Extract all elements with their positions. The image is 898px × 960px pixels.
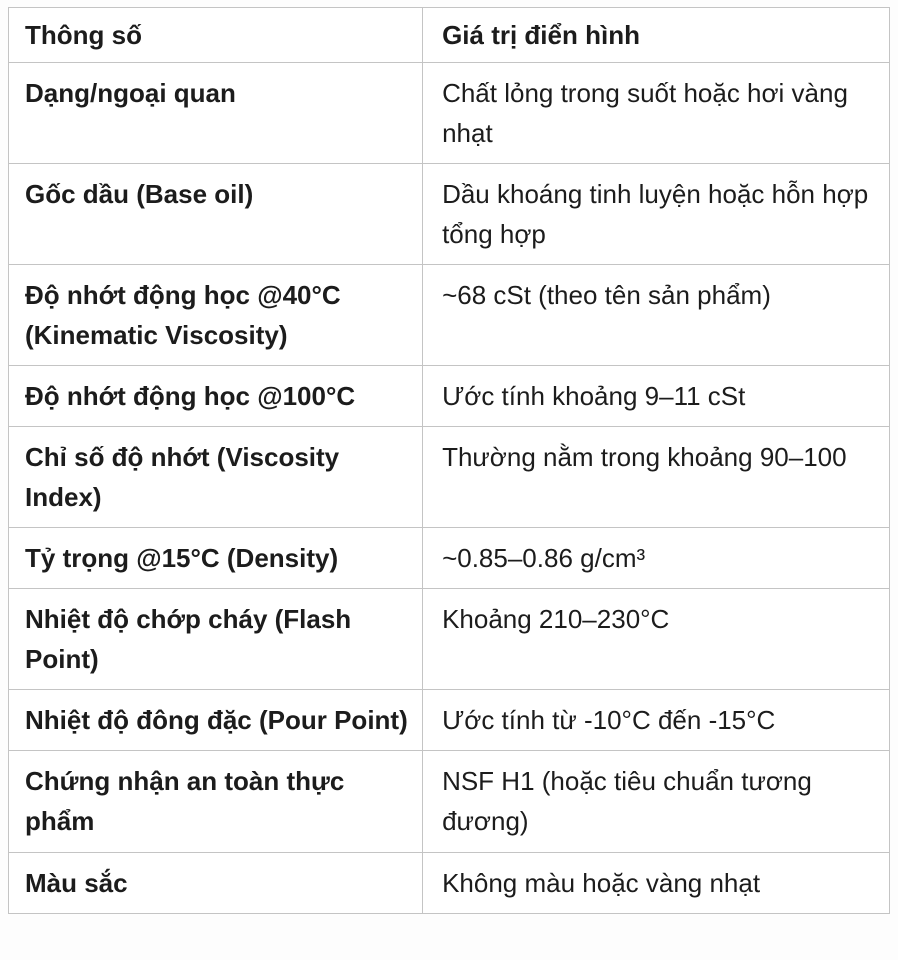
table-row (9, 852, 890, 913)
value-cell: NSF H1 (hoặc tiêu chuẩn tương đương) (423, 751, 890, 852)
header-row (9, 8, 890, 63)
value-cell: Chất lỏng trong suốt hoặc hơi vàng nhạt (423, 63, 890, 164)
table-row (9, 690, 890, 751)
param-cell: Màu sắc (9, 852, 423, 913)
table-row (9, 751, 890, 852)
param-cell: Chứng nhận an toàn thực phẩm (9, 751, 423, 852)
value-cell: Ước tính từ -10°C đến -15°C (423, 690, 890, 751)
value-cell: Dầu khoáng tinh luyện hoặc hỗn hợp tổng hợp (423, 164, 890, 265)
table-row (9, 63, 890, 164)
param-cell: Nhiệt độ chớp cháy (Flash Point) (9, 589, 423, 690)
value-cell: ~68 cSt (theo tên sản phẩm) (423, 265, 890, 366)
value-cell: Khoảng 210–230°C (423, 589, 890, 690)
table-row (9, 528, 890, 589)
column-header-param: Thông số (9, 8, 423, 63)
value-cell: Ước tính khoảng 9–11 cSt (423, 366, 890, 427)
table-row (9, 589, 890, 690)
value-cell: Thường nằm trong khoảng 90–100 (423, 427, 890, 528)
param-cell: Độ nhớt động học @100°C (9, 366, 423, 427)
param-cell: Dạng/ngoại quan (9, 63, 423, 164)
column-header-value: Giá trị điển hình (423, 8, 890, 63)
table-row (9, 164, 890, 265)
param-cell: Chỉ số độ nhớt (Viscosity Index) (9, 427, 423, 528)
table-row (9, 427, 890, 528)
table-header (9, 8, 890, 63)
table-row (9, 265, 890, 366)
param-cell: Tỷ trọng @15°C (Density) (9, 528, 423, 589)
spec-table (8, 7, 890, 914)
value-cell: Không màu hoặc vàng nhạt (423, 852, 890, 913)
param-cell: Nhiệt độ đông đặc (Pour Point) (9, 690, 423, 751)
table-body (9, 63, 890, 914)
param-cell: Độ nhớt động học @40°C (Kinematic Viscosity) (9, 265, 423, 366)
value-cell: ~0.85–0.86 g/cm³ (423, 528, 890, 589)
param-cell: Gốc dầu (Base oil) (9, 164, 423, 265)
table-row (9, 366, 890, 427)
